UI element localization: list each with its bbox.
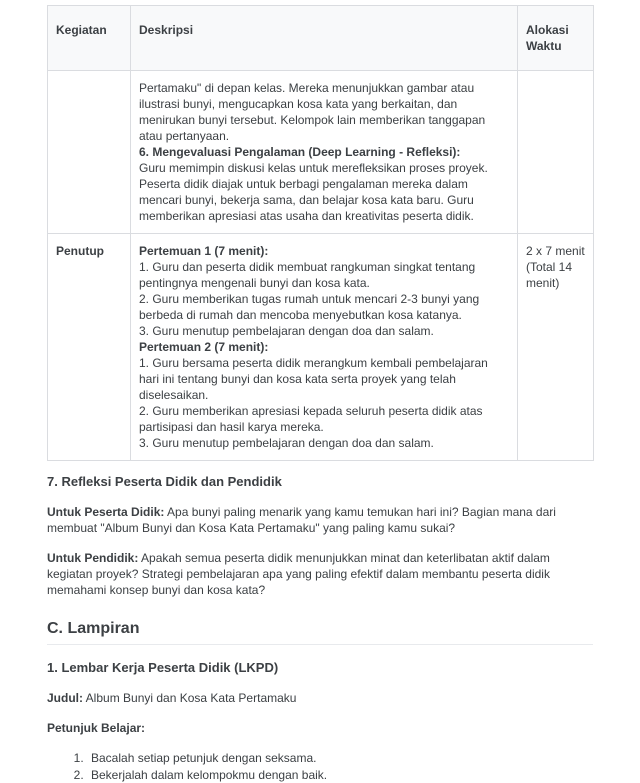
description-subheading: Pertemuan 1 (7 menit):: [139, 244, 269, 258]
peserta-didik-text: Apa bunyi paling menarik yang kamu temukan hari ini? Bagian mana dari membuat "Album Bunyi dan Kosa Kata Pertamaku" yang paling kamu sukai?: [47, 505, 556, 535]
table-header-row: [48, 6, 594, 71]
cell-kegiatan: [48, 71, 131, 234]
description-text: 3. Guru menutup pembelajaran dengan doa dan salam.: [139, 436, 434, 450]
cell-alokasi-waktu: [518, 71, 594, 234]
description-subheading: 6. Mengevaluasi Pengalaman (Deep Learning - Refleksi):: [139, 145, 461, 159]
refleksi-peserta-paragraph: [47, 504, 593, 536]
peserta-didik-label: Untuk Peserta Didik:: [47, 505, 165, 519]
cell-deskripsi: [131, 234, 518, 461]
list-item: 2. Bekerjalah dalam kelompokmu dengan baik.: [87, 767, 593, 783]
judul-label: Judul:: [47, 691, 83, 705]
judul-paragraph: [47, 690, 593, 706]
activity-table: [47, 5, 594, 461]
description-text: Pertamaku" di depan kelas. Mereka menunjukkan gambar atau ilustrasi bunyi, mengucapkan kosa kata yang berkaitan, dan menirukan bunyi tersebut. Kelompok lain memberikan tanggapan atau pertanyaan.: [139, 81, 486, 143]
lampiran-section-heading: C. Lampiran: [47, 618, 593, 645]
refleksi-pendidik-paragraph: [47, 550, 593, 598]
description-text: Guru memimpin diskusi kelas untuk merefleksikan proses proyek. Peserta didik diajak untuk berbagi pengalaman mereka dalam mencari bunyi, bekerja sama, dan belajar kosa kata baru. Guru memberikan apresiasi atas usaha dan kreativitas peserta didik.: [139, 161, 488, 223]
judul-text: Album Bunyi dan Kosa Kata Pertamaku: [83, 691, 297, 705]
petunjuk-belajar-list: [47, 750, 593, 783]
description-text: 1. Guru dan peserta didik membuat rangkuman singkat tentang pentingnya mengenali bunyi dan kosa kata.: [139, 260, 476, 290]
cell-alokasi-waktu: 2 x 7 menit (Total 14 menit): [518, 234, 594, 461]
description-subheading: Pertemuan 2 (7 menit):: [139, 340, 269, 354]
cell-kegiatan: Penutup: [48, 234, 131, 461]
column-header-deskripsi: Deskripsi: [131, 6, 518, 71]
pendidik-label: Untuk Pendidik:: [47, 551, 139, 565]
list-item: 1. Bacalah setiap petunjuk dengan seksama.: [87, 750, 593, 766]
lkpd-heading: 1. Lembar Kerja Peserta Didik (LKPD): [47, 660, 279, 675]
refleksi-section-heading: 7. Refleksi Peserta Didik dan Pendidik: [47, 474, 282, 489]
description-text: 2. Guru memberikan tugas rumah untuk mencari 2-3 bunyi yang berbeda di rumah dan mencoba menyebutkan kosa katanya.: [139, 292, 480, 322]
description-text: 1. Guru bersama peserta didik merangkum kembali pembelajaran hari ini tentang bunyi dan kosa kata serta proyek yang telah diselesaikan.: [139, 356, 488, 402]
petunjuk-belajar-label: Petunjuk Belajar:: [47, 721, 146, 735]
table-row-inti-continuation: [48, 71, 594, 234]
column-header-kegiatan: Kegiatan: [48, 6, 131, 71]
cell-deskripsi: [131, 71, 518, 234]
pendidik-text: Apakah semua peserta didik menunjukkan minat dan keterlibatan aktif dalam kegiatan proyek? Strategi pembelajaran apa yang paling efektif dalam membantu peserta didik memahami konsep bunyi dan kosa kata?: [47, 551, 550, 597]
description-text: 3. Guru menutup pembelajaran dengan doa dan salam.: [139, 324, 434, 338]
table-row-penutup: [48, 234, 594, 461]
description-text: 2. Guru memberikan apresiasi kepada seluruh peserta didik atas partisipasi dan hasil karya mereka.: [139, 404, 483, 434]
column-header-alokasi-waktu: Alokasi Waktu: [518, 6, 594, 71]
